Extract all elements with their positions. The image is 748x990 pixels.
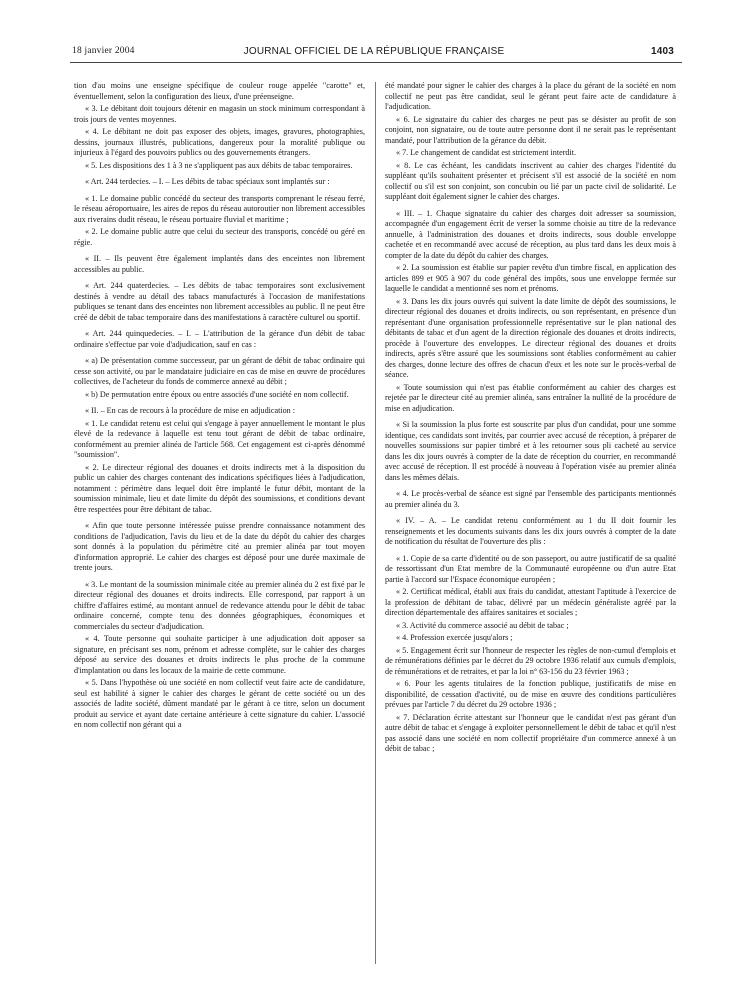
paragraph: « 3. Le débitant doit toujours détenir en magasin un stock minimum correspondant à trois jours de ventes moyennes. bbox=[74, 104, 365, 124]
paragraph: « 3. Dans les dix jours ouvrés qui suivent la date limite de dépôt des soumissions, le directeur régional des douanes et droits indirects, ou son représentant, en présence d'un représentant d'une organisation professionnelle représentative sur le plan national des débitants de tabac et d'un agent de la direction régionale des douanes et droits indirects, procède à l'ouverture des enveloppes. Le directeur régional des douanes et droits indirects, après s'être assuré que les soumissions sont établies conformément au cahier des charges, donne lecture des offres de chacun d'eux et les note sur le procès-verbal de séance. bbox=[385, 296, 676, 379]
paragraph: « II. – En cas de recours à la procédure de mise en adjudication : bbox=[85, 406, 296, 415]
paragraph: tion d'au moins une enseigne spécifique de couleur rouge appelée "carotte" et, éventuellement, selon la configuration des lieux, d'une préenseigne. bbox=[74, 81, 365, 101]
paragraph: « 5. Dans l'hypothèse où une société en nom collectif veut faire acte de candidature, seul est habilité à signer le cahier des charges le gérant de cette société ou un des associés de ladite société, dûment mandaté par le gérant à ce titre, selon un document produit au service et ayant date certaine antérieure à cette signature du cahier. L'associé en nom collectif non gérant qui a bbox=[74, 678, 365, 729]
paragraph: « 6. Le signataire du cahier des charges ne peut pas se désister au profit de son conjoint, non signataire, ou de toute autre personne dont il ne serait pas le représentant mandaté, pour l'attribution de la gérance du débit. bbox=[385, 114, 676, 145]
paragraph: « 2. Le directeur régional des douanes et droits indirects met à la disposition du public un cahier des charges contenant des indications spécifiques liées à l'adjudication, notamment : périmètre dans lequel doit être implanté le futur débit, montant de la soumission minimale, lieu et date limite du dépôt des soumissions, et conditions devant être respectées pour être débitant de tabac. bbox=[74, 462, 365, 514]
paragraph: « 2. Certificat médical, établi aux frais du candidat, attestant l'aptitude à l'exercice de la profession de débitant de tabac, délivré par un médecin généraliste agréé par la direction départementale des affaires sanitaires et sociales ; bbox=[385, 587, 676, 617]
left-column bbox=[74, 81, 365, 733]
paragraph: « III. – 1. Chaque signataire du cahier des charges doit adresser sa soumission, accompagnée d'un engagement écrit de verser la somme choisie au titre de la redevance annuelle, à l'administration des douanes et droits indirects, sous double enveloppe cachetée et en recommandé avec accusé de réception, au plus tard dans les deux mois à compter de la date du dépôt du cahier des charges. bbox=[385, 208, 676, 260]
paragraph: « Art. 244 terdecies. – I. – Les débits de tabac spéciaux sont implantés sur : bbox=[85, 177, 330, 186]
paragraph: « IV. – A. – Le candidat retenu conformément au 1 du II doit fournir les renseignements et les documents suivants dans les dix jours ouvrés à compter de la date de notification du résultat de l'ouverture des plis : bbox=[385, 516, 676, 546]
right-column bbox=[385, 81, 676, 757]
paragraph: « b) De permutation entre époux ou entre associés d'une société en nom collectif. bbox=[85, 389, 349, 399]
paragraph: « 1. Copie de sa carte d'identité ou de son passeport, ou autre justificatif de sa qualité de ressortissant d'un Etat membre de la Communauté européenne ou d'un autre Etat partie à l'accord sur l'Espace économique européen ; bbox=[385, 553, 676, 584]
paragraph: « 4. Le procès-verbal de séance est signé par l'ensemble des participants mentionnés au premier alinéa du 3. bbox=[385, 489, 676, 509]
paragraph: « 3. Activité du commerce associé au débit de tabac ; bbox=[396, 620, 569, 630]
paragraph: « 5. Engagement écrit sur l'honneur de respecter les règles de non-cumul d'emplois et de rémunérations définies par le décret du 29 octobre 1936 relatif aux cumuls d'emplois, de rémunérations et de retraites, et par la loi n° 63-156 du 23 février 1963 ; bbox=[385, 645, 676, 676]
header-rule bbox=[70, 62, 682, 63]
paragraph: « 7. Le changement de candidat est strictement interdit. bbox=[396, 148, 577, 157]
paragraph: « a) De présentation comme successeur, par un gérant de débit de tabac ordinaire qui cesse son activité, ou par le mandataire judiciaire en cas de mise en œuvre de procédures collectives, de l'acheteur du fonds de commerce annexé au débit ; bbox=[74, 356, 365, 386]
paragraph: « 4. Le débitant ne doit pas exposer des objets, images, gravures, photographies, dessins, journaux illustrés, publications, dangereux pour la moralité publique ou injurieux à l'égard des pouvoirs publics ou des gouvernements étrangers. bbox=[74, 127, 365, 157]
paragraph: « Afin que toute personne intéressée puisse prendre connaissance notamment des conditions de l'adjudication, l'avis du lieu et de la date du dépôt du cahier des charges sont donnés à la population du périmètre cité au premier alinéa par tout moyen d'information approprié. Le cahier des charges est déposé pour une durée maximale de trente jours. bbox=[74, 521, 365, 572]
paragraph: « 8. Le cas échéant, les candidats inscrivent au cahier des charges l'identité du suppléant qu'ils souhaitent présenter et précisent s'il est associé de la société en nom collectif ou s'il est son conjoint, son concubin ou lié par un pacte civil de solidarité. Le suppléant doit également signer le cahier des charges. bbox=[385, 160, 676, 201]
paragraph: « 2. Le domaine public autre que celui du secteur des transports, concédé ou géré en régie. bbox=[74, 227, 365, 247]
header-date: 18 janvier 2004 bbox=[72, 46, 135, 56]
paragraph: « 3. Le montant de la soumission minimale citée au premier alinéa du 2 est fixé par le directeur régional des douanes et droits indirects. Elle correspond, par rapport à un chiffre d'affaires estimé, au montant annuel de redevance attendu pour le débit de tabac ordinaire concerné, compte tenu des données géographiques, économiques et commerciales du secteur d'adjudication. bbox=[74, 579, 365, 631]
paragraph: « 4. Toute personne qui souhaite participer à une adjudication doit apposer sa signature, en précisant ses nom, prénom et adresse complète, sur le cahier des charges déposé au service des douanes et droits indirects le plus proche de la commune d'implantation ou dans les locaux de la mairie de cette commune. bbox=[74, 634, 365, 675]
paragraph: « 6. Pour les agents titulaires de la fonction publique, justificatifs de mise en disponibilité, de cessation d'activité, ou de mise en œuvre des conditions particulières prévues par l'article 7 du décret du 29 octobre 1936 ; bbox=[385, 679, 676, 709]
paragraph: « 4. Profession exercée jusqu'alors ; bbox=[396, 633, 513, 642]
column-divider bbox=[375, 82, 376, 964]
paragraph: « 2. La soumission est établie sur papier revêtu d'un timbre fiscal, en application des articles 899 et 905 à 907 du code général des impôts, sous une enveloppe fermée sur laquelle le candidat a mentionné ses nom et prénoms. bbox=[385, 263, 676, 293]
paragraph: « Art. 244 quaterdecies. – Les débits de tabac temporaires sont exclusivement destinés à vendre au détail des tabacs manufacturés à l'occasion de manifestations publiques se tenant dans des enceintes non librement accessibles au public. Il ne peut être créé de débit de tabac temporaire dans des manifestations à caractère culturel ou sportif. bbox=[74, 281, 365, 322]
paragraph: « Art. 244 quinquedecies. – I. – L'attribution de la gérance d'un débit de tabac ordinaire s'effectue par voie d'adjudication, sauf en cas : bbox=[74, 329, 365, 349]
page-header bbox=[0, 46, 748, 62]
paragraph: « 7. Déclaration écrite attestant sur l'honneur que le candidat n'est pas gérant d'un autre débit de tabac et s'engage à exploiter personnellement le débit de tabac et qu'il n'est pas associé dans une société en nom collectif propriétaire d'un commerce annexé à un débit de tabac ; bbox=[385, 712, 676, 753]
header-page-number: 1403 bbox=[650, 46, 674, 57]
paragraph: « 5. Les dispositions des 1 à 3 ne s'appliquent pas aux débits de tabac temporaires. bbox=[85, 160, 353, 170]
paragraph: « II. – Ils peuvent être également implantés dans des enceintes non librement accessibles au public. bbox=[74, 254, 365, 274]
paragraph: « 1. Le domaine public concédé du secteur des transports comprenant le réseau ferré, le réseau aéroportuaire, les aires de repos du réseau autoroutier non librement accessibles aux riverains dudit réseau, le réseau portuaire fluvial et maritime ; bbox=[74, 193, 365, 224]
header-title: JOURNAL OFFICIEL DE LA RÉPUBLIQUE FRANÇAISE bbox=[243, 46, 505, 57]
paragraph: été mandaté pour signer le cahier des charges à la place du gérant de la société en nom collectif ne peut pas être candidat, seul le gérant peut faire acte de candidature à l'adjudication. bbox=[385, 81, 676, 111]
paragraph: « Si la soumission la plus forte est souscrite par plus d'un candidat, pour une somme identique, ces candidats sont invités, par courrier avec accusé de réception, à préparer de nouvelles soumissions sur papier timbré et à les retourner sous pli cacheté au service dans les dix jours ouvrés à compter de la date de réception du courrier, en recommandé avec accusé de réception. Il est procédé à nouveau à l'opération visée au premier alinéa dans les mêmes délais. bbox=[385, 420, 676, 482]
paragraph: « Toute soumission qui n'est pas établie conformément au cahier des charges est rejetée par le directeur cité au premier alinéa, sans entraîner la nullité de la procédure de mise en adjudication. bbox=[385, 382, 676, 413]
paragraph: « 1. Le candidat retenu est celui qui s'engage à payer annuellement le montant le plus élevé de la redevance à laquelle est tenu tout gérant de débit de tabac ordinaire, conformément au premier alinéa de l'article 568. Cet engagement est ci-après dénommé "soumission". bbox=[74, 418, 365, 459]
